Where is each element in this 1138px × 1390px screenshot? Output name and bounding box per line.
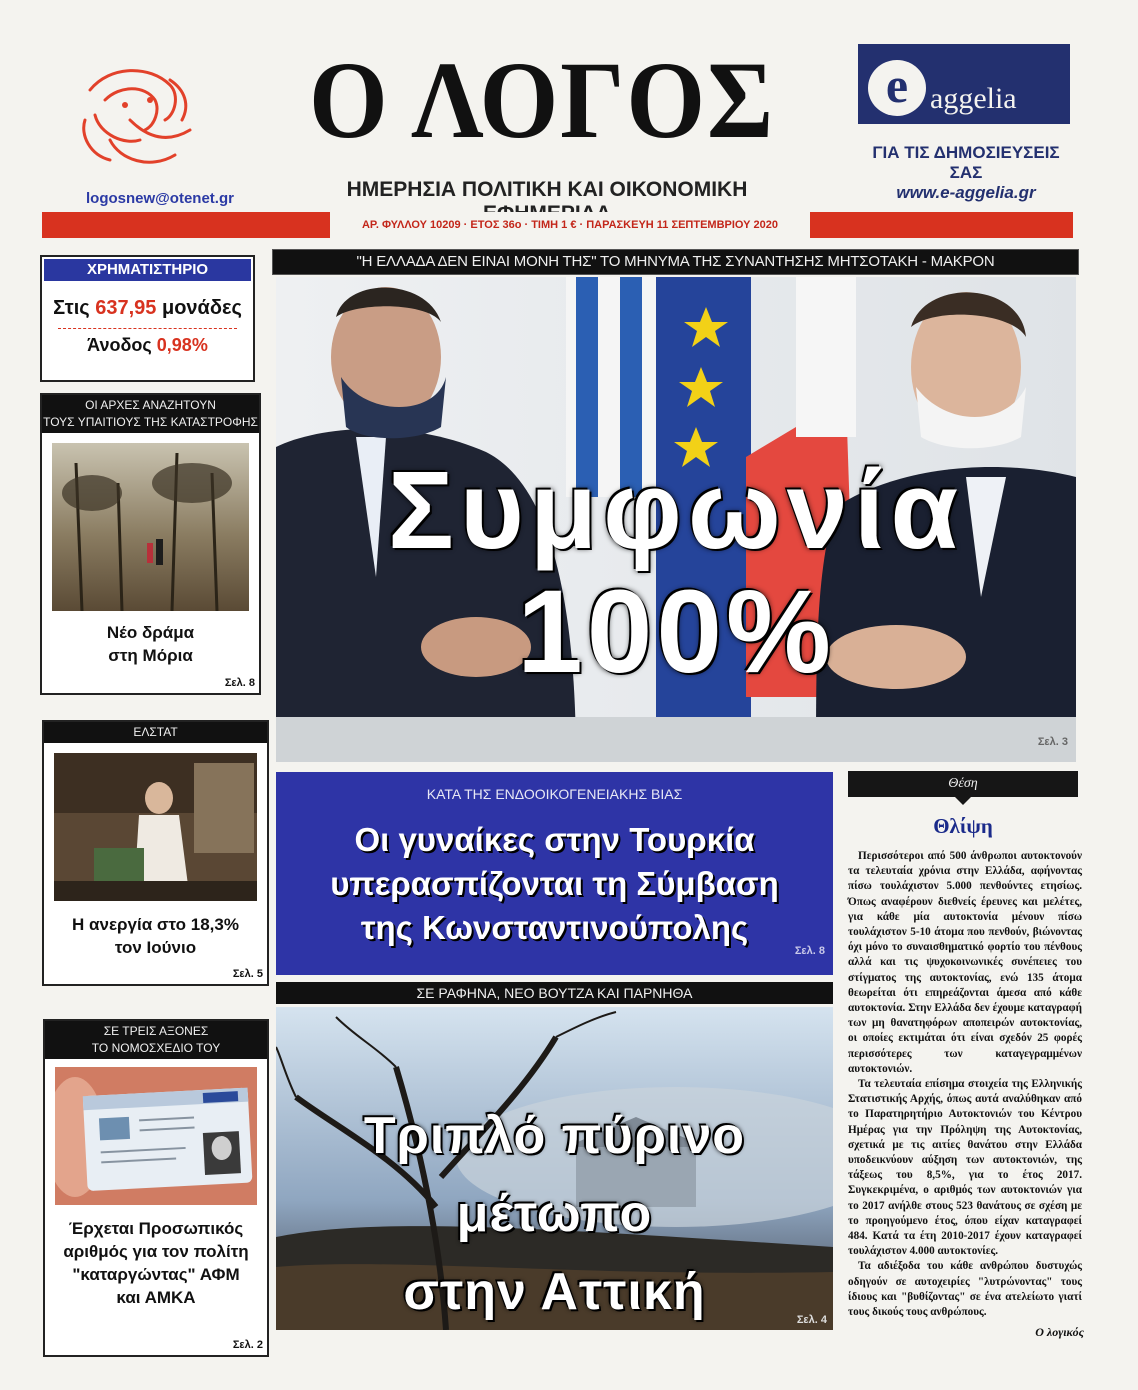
ad-url[interactable]: www.e-aggelia.gr [896,183,1036,202]
main-story-kicker: "Η ΕΛΛΑΔΑ ΔΕΝ ΕΙΝΑΙ ΜΟΝΗ ΤΗΣ" ΤΟ ΜΗΝΥΜΑ ΤΗΣ ΣΥΝΑΝΤΗΣΗΣ ΜΗΤΣΟΤΑΚΗ - ΜΑΚΡΟΝ [272,249,1079,275]
faces-logo-icon [70,60,210,180]
sidebar-story-kicker [42,395,259,433]
caption-line: στη Μόρια [108,646,193,665]
opinion-paragraph: Τα τελευταία επίσημα στοιχεία της Ελληνικής Στατιστικής Αρχής, όπως αυτά αναλύθηκαν από το Παρατηρητήριο Αυτοκτονιών του Κέντρου Ημέρας για την Πρόληψη της Αυτοκτονίας, σχετικά με τις αιτίες θανάτου στην Ελλάδα υποδεικνύουν αύξηση των αυτοκτονιών, της τάξεως του 8,5%, για το έτος 2017. Συγκεκριμένα, ο αριθμός των αυτοκτονιών για το 2017 ανήλθε στους 523 θανάτους σε σχέση με το προηγούμενο έτος, όπου είχαν καταγραφεί 484. Κατά τα έτη 2010-2017 έχουν καταγραφεί τουλάχιστον 4.000 αυτοκτονίες. [848,1078,1082,1258]
headline-line: της Κωνσταντινούπολης [360,909,749,946]
fire-headline-line: Τριπλό πύρινο μέτωπο [363,1107,746,1243]
main-headline-word: Συμφωνία [387,449,965,572]
ad-tagline: ΓΙΑ ΤΙΣ ΔΗΜΟΣΙΕΥΣΕΙΣ ΣΑΣ [872,143,1060,182]
stock-header: ΧΡΗΜΑΤΙΣΤΗΡΙΟ [44,259,251,281]
newspaper-title: Ο ΛΟΓΟΣ [309,39,775,161]
masthead-logo [70,60,210,180]
opinion-title: Θλίψη [933,814,993,838]
sidebar-story-kicker [45,1021,267,1059]
caption-line: Έρχεται Προσωπικός [68,1219,244,1238]
caption-line: τον Ιούνιο [114,938,197,957]
fire-story-kicker: ΣΕ ΡΑΦΗΝΑ, ΝΕΟ ΒΟΥΤΖΑ ΚΑΙ ΠΑΡΝΗΘΑ [276,982,833,1004]
caption-line: και ΑΜΚΑ [116,1288,196,1307]
opinion-label [848,771,1078,797]
kicker-line: ΤΟΥΣ ΥΠΑΙΤΙΟΥΣ ΤΗΣ ΚΑΤΑΣΤΡΟΦΗΣ [43,415,258,429]
sidebar-story-caption [45,1217,267,1309]
page-ref: Σελ. 5 [232,968,263,980]
ad-logo-word: aggelia [930,82,1017,115]
page-ref: Σελ. 4 [796,1314,827,1326]
masthead-email[interactable]: logosnew@otenet.gr [86,190,234,207]
kicker-line: ΤΟ ΝΟΜΟΣΧΕΔΙΟ ΤΟΥ [91,1041,221,1055]
issue-line: ΑΡ. ΦΥΛΛΟΥ 10209 · ΕΤΟΣ 36ο · ΤΙΜΗ 1 € · ΠΑΡΑΣΚΕΥΗ 11 ΣΕΠΤΕΜΒΡΙΟΥ 2020 [330,212,810,238]
sidebar-story-personal-number[interactable] [43,1019,269,1357]
stock-change-pre: Άνοδος [87,335,152,355]
opinion-signature: Ο λογικός [1035,1325,1084,1339]
kicker-line: ΟΙ ΑΡΧΕΣ ΑΝΑΖΗΤΟΥΝ [85,398,216,412]
woman-in-shop-photo [54,753,259,901]
story2-kicker: ΚΑΤΑ ΤΗΣ ΕΝΔΟΟΙΚΟΓΕΝΕΙΑΚΗΣ ΒΙΑΣ [426,786,683,802]
story2-headline [276,818,833,950]
stock-box [40,255,255,382]
stock-points-post: μονάδες [161,297,242,319]
sidebar-story-moria[interactable] [40,393,261,695]
main-headline [276,449,1076,698]
opinion-paragraph: Περισσότεροι από 500 άνθρωποι αυτοκτονούν τα τελευταία χρόνια στην Ελλάδα, αφήνοντας πίσω τουλάχιστον 5.000 πενθούντες ετησίως. Όπως αναφέρουν διεθνείς έρευνες και μελέτες, για κάθε μία αυτοκτονία μένουν πίσω τουλάχιστον 5-10 άτομα που πενθούν, βιώνοντας όχι μόνο το συναισθηματικό φορτίο του πένθους αλλά και τις ψυχοκοινωνικές συνέπειες του στίγματος της αυτοκτονίας, ενώ 135 άτομα θεωρείται ότι επηρεάζονται άμεσα από κάθε αυτοκτονία. Στην Ελλάδα δεν έχουμε καταγραφή των μη θανατηφόρων αποπειρών αυτοκτονίας, οι οποίες εκτιμάται ότι είναι σχεδόν 25 φορές περισσότερες των καταγεγραμμένων αυτοκτονιών. [848,850,1082,1075]
page-ref: Σελ. 3 [1037,736,1068,748]
fire-story[interactable] [276,1007,833,1330]
caption-line: Η ανεργία στο 18,3% [72,915,239,934]
page-ref: Σελ. 8 [224,677,255,689]
macron-mitsotakis-photo[interactable] [276,277,1076,762]
stock-change [42,335,253,356]
headline-line: υπερασπίζονται τη Σύμβαση [330,865,779,902]
fire-headline-line: στην Αττική [403,1263,706,1321]
id-card-photo [55,1067,259,1205]
sidebar-story-caption [42,621,259,667]
kicker-line: ΣΕ ΤΡΕΙΣ ΑΞΟΝΕΣ [103,1024,209,1038]
opinion-body [848,849,1082,1320]
sidebar-story-unemployment[interactable] [42,720,269,986]
page-ref: Σελ. 8 [794,945,825,957]
opinion-label-notch [955,797,971,805]
fire-headline [276,1097,833,1330]
caption-line: "καταργώντας" ΑΦΜ [72,1265,240,1284]
sidebar-story-kicker: ΕΛΣΤΑΤ [44,722,267,743]
stock-points-value: 637,95 [95,297,157,319]
caption-line: αριθμός για τον πολίτη [63,1242,249,1261]
page-ref: Σελ. 2 [232,1339,263,1351]
caption-line: Νέο δράμα [106,623,195,642]
stock-points [42,297,253,320]
newspaper-subtitle: ΗΜΕΡΗΣΙΑ ΠΟΛΙΤΙΚΗ ΚΑΙ ΟΙΚΟΝΟΜΙΚΗ [346,178,748,201]
opinion-label-text: Θέση [948,776,978,791]
stock-points-pre: Στις [53,297,90,319]
sidebar-story-caption [44,913,267,959]
stock-change-value: 0,98% [156,335,208,355]
ad-logo-letter: e [868,60,926,116]
main-headline-number: 100% [517,566,835,698]
opinion-paragraph: Τα αδιέξοδα του κάθε ανθρώπου δυστυχώς οδηγούν σε αυτοχειρίες "λυτρώνοντας" τους ίδιους και "βυθίζοντας" σε ένα ατελείωτο γιατί τους δικούς τους ανθρώπους. [848,1260,1082,1319]
burnt-forest-photo [52,443,251,611]
turkey-women-story[interactable] [276,772,833,975]
headline-line: Οι γυναίκες στην Τουρκία [354,821,755,858]
